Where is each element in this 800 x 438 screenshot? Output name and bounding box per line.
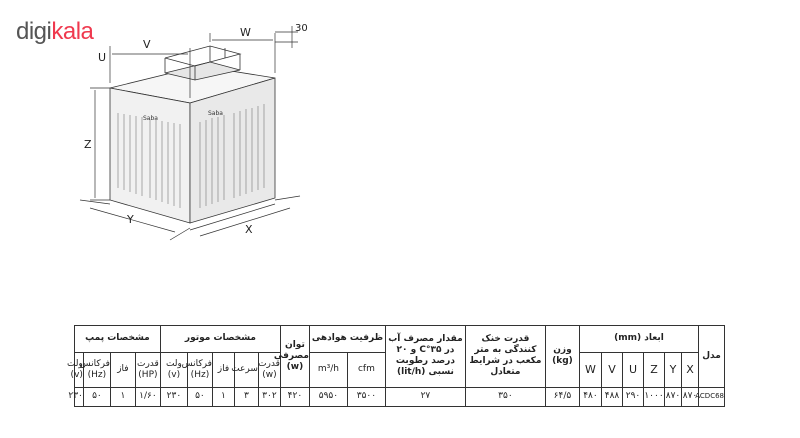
dim-30-label: 30 xyxy=(295,23,308,34)
motor-speed-cell: ۳ xyxy=(234,387,258,406)
pump-phase-cell: ۱ xyxy=(110,387,135,406)
spec-table xyxy=(66,325,725,407)
dim-v-header: V xyxy=(602,352,623,387)
model-cell: ACDC68 xyxy=(699,387,725,406)
dim-v-cell: ۴۸۸ xyxy=(602,387,623,406)
motor-phase-cell: ۱ xyxy=(212,387,234,406)
dim-y-cell: ۸۷۰ xyxy=(665,387,682,406)
motor-volt-cell: ۲۳۰ xyxy=(160,387,187,406)
dim-x-header: X xyxy=(682,352,699,387)
dim-u-cell: ۲۹۰ xyxy=(623,387,644,406)
brand-side: Saba xyxy=(208,110,223,117)
water-header: مقدار مصرف آب در ۳۵°C و ۲۰ درصد رطوبت نسبی (lit/h) xyxy=(385,326,465,388)
capacity-header: قدرت خنک کنندگی به متر مکعب در شرایط متعادل xyxy=(465,326,545,388)
pump-volt-header: ولت (v) xyxy=(75,352,84,387)
dim-u-header: U xyxy=(623,352,644,387)
dim-w-label: W xyxy=(240,26,251,39)
motor-freq-cell: ۵۰ xyxy=(187,387,212,406)
airflow-m3h-cell: ۵۹۵۰ xyxy=(309,387,347,406)
motor-speed-header: سرعت xyxy=(234,352,258,387)
dim-x-cell: ۸۷۰ xyxy=(682,387,699,406)
airflow-cfm-header: cfm xyxy=(347,352,385,387)
digikala-logo: digikala xyxy=(16,18,94,45)
brand-front: Saba xyxy=(143,115,158,122)
airflow-m3h-header: m³/h xyxy=(309,352,347,387)
dim-y-header: Y xyxy=(665,352,682,387)
pump-volt-cell: ۲۳۰ xyxy=(75,387,84,406)
cooler-drawing xyxy=(70,18,330,243)
motor-header: مشخصات موتور xyxy=(160,326,280,353)
dim-z-header: Z xyxy=(644,352,665,387)
power-cell: ۴۲۰ xyxy=(280,387,309,406)
weight-header: وزن (kg) xyxy=(545,326,579,388)
dim-z-label: Z xyxy=(84,138,92,151)
dims-header: ابعاد (mm) xyxy=(579,326,698,353)
dim-w-header: W xyxy=(579,352,601,387)
motor-freq-header: فرکانس (Hz) xyxy=(187,352,212,387)
airflow-header: ظرفیت هوادهی xyxy=(309,326,385,353)
dim-w-cell: ۴۸۰ xyxy=(579,387,601,406)
motor-volt-header: ولت (v) xyxy=(160,352,187,387)
capacity-cell: ۳۵۰ xyxy=(465,387,545,406)
weight-cell: ۶۴/۵ xyxy=(545,387,579,406)
motor-power-cell: ۳۰۲ xyxy=(258,387,280,406)
airflow-cfm-cell: ۳۵۰۰ xyxy=(347,387,385,406)
pump-phase-header: فاز xyxy=(110,352,135,387)
model-header: مدل xyxy=(699,326,725,388)
dim-x-label: X xyxy=(245,223,253,236)
dim-z-cell: ۱۰۰۰ xyxy=(644,387,665,406)
pump-freq-header: فرکانس (Hz) xyxy=(83,352,110,387)
pump-power-header: قدرت (HP) xyxy=(135,352,160,387)
motor-phase-header: فاز xyxy=(212,352,234,387)
dim-v-label: V xyxy=(143,38,151,51)
water-cell: ۲۷ xyxy=(385,387,465,406)
motor-power-header: قدرت (w) xyxy=(258,352,280,387)
dim-y-label: Y xyxy=(127,213,134,226)
pump-power-cell: ۱/۶۰ xyxy=(135,387,160,406)
pump-header: مشخصات پمپ xyxy=(75,326,161,353)
dim-u-label: U xyxy=(98,51,107,64)
pump-freq-cell: ۵۰ xyxy=(83,387,110,406)
power-header: توان مصرفی (w) xyxy=(280,326,309,388)
